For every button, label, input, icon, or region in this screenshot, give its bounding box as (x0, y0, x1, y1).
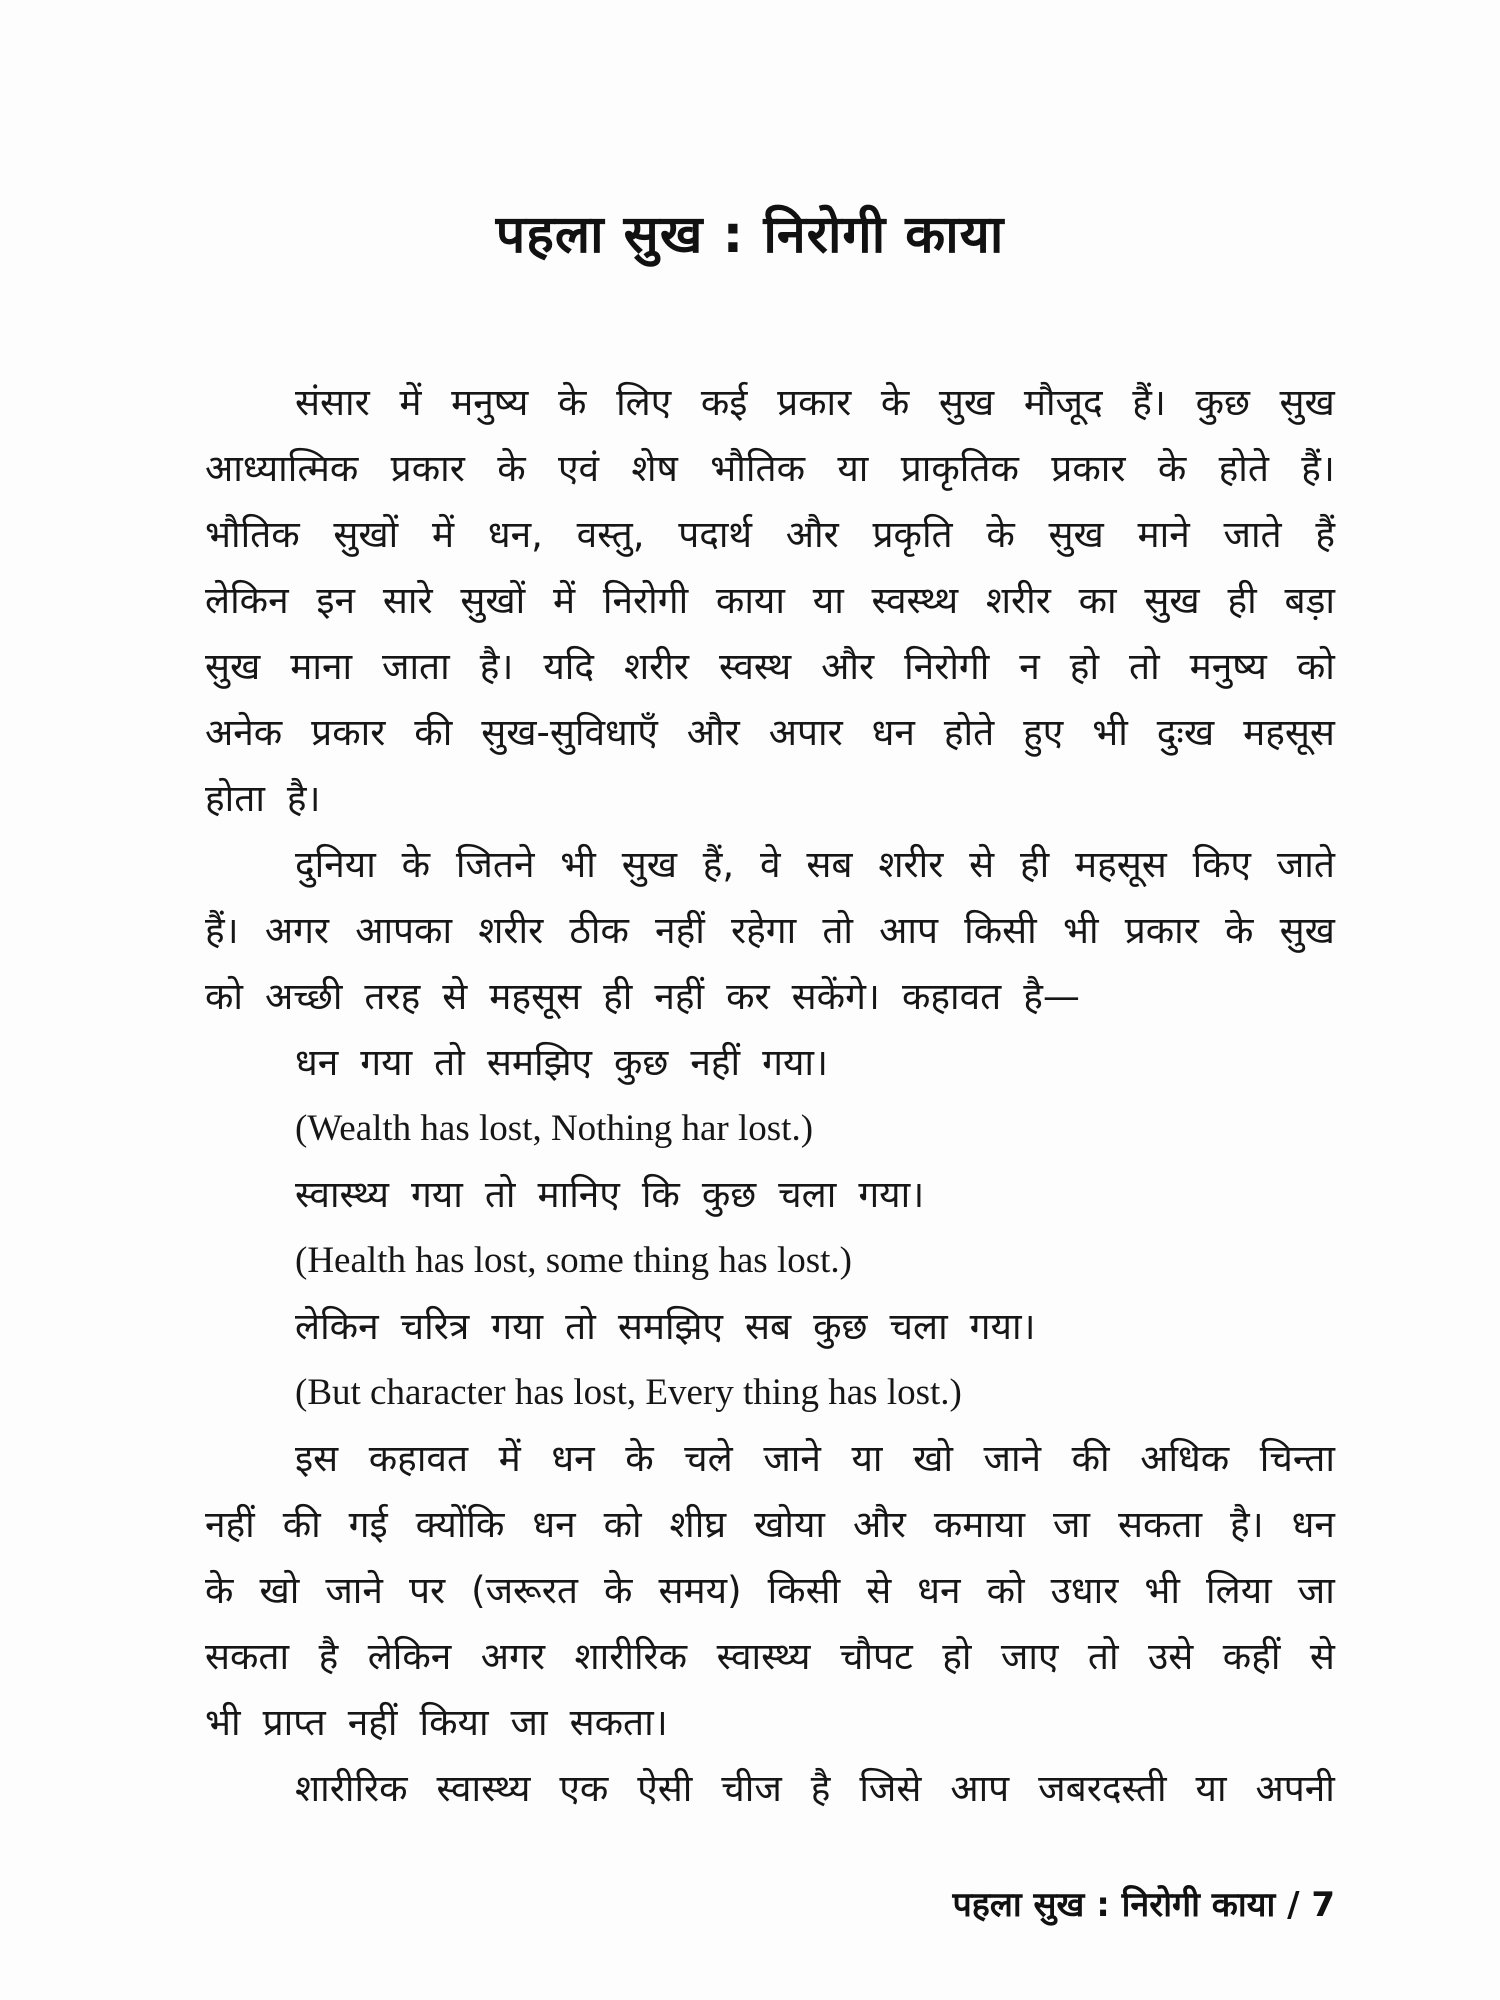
text-line: शारीरिक स्वास्थ्य एक ऐसी चीज है जिसे आप जबरदस्ती या अपनी (295, 1767, 1335, 1810)
text-line: सुख माना जाता है। यदि शरीर स्वस्थ और निरोगी न हो तो मनुष्य को (205, 645, 1335, 688)
text-line: लेकिन चरित्र गया तो समझिए सब कुछ चला गया। (295, 1305, 1036, 1348)
page-footer: पहला सुख : निरोगी काया / 7 (952, 1885, 1335, 1925)
text-line: धन गया तो समझिए कुछ नहीं गया। (295, 1041, 829, 1084)
chapter-title: पहला सुख : निरोगी काया (495, 205, 1005, 265)
text-line: को अच्छी तरह से महसूस ही नहीं कर सकेंगे। कहावत है— (205, 975, 1080, 1018)
text-line: लेकिन इन सारे सुखों में निरोगी काया या स्वस्थ्थ शरीर का सुख ही बड़ा (205, 579, 1335, 622)
text-line: भौतिक सुखों में धन, वस्तु, पदार्थ और प्रकृति के सुख माने जाते हैं (205, 513, 1335, 556)
text-line: (But character has lost, Every thing has lost.) (295, 1372, 962, 1413)
text-line: स्वास्थ्य गया तो मानिए कि कुछ चला गया। (295, 1173, 925, 1216)
text-line: दुनिया के जितने भी सुख हैं, वे सब शरीर से ही महसूस किए जाते (295, 843, 1335, 886)
text-line: नहीं की गई क्योंकि धन को शीघ्र खोया और कमाया जा सकता है। धन (205, 1503, 1335, 1546)
text-line: इस कहावत में धन के चले जाने या खो जाने की अधिक चिन्ता (295, 1437, 1335, 1480)
text-line: सकता है लेकिन अगर शारीरिक स्वास्थ्य चौपट हो जाए तो उसे कहीं से (205, 1635, 1335, 1678)
body-text (205, 370, 1335, 1822)
text-line: के खो जाने पर (जरूरत के समय) किसी से धन को उधार भी लिया जा (205, 1569, 1335, 1612)
text-line: अनेक प्रकार की सुख-सुविधाएँ और अपार धन होते हुए भी दुःख महसूस (205, 711, 1335, 754)
text-line: आध्यात्मिक प्रकार के एवं शेष भौतिक या प्राकृतिक प्रकार के होते हैं। (205, 447, 1335, 490)
text-line: संसार में मनुष्य के लिए कई प्रकार के सुख मौजूद हैं। कुछ सुख (295, 381, 1335, 424)
text-line: भी प्राप्त नहीं किया जा सकता। (205, 1701, 668, 1744)
text-line: हैं। अगर आपका शरीर ठीक नहीं रहेगा तो आप किसी भी प्रकार के सुख (205, 909, 1335, 952)
text-line: (Health has lost, some thing has lost.) (295, 1240, 852, 1281)
text-line: (Wealth has lost, Nothing har lost.) (295, 1108, 814, 1149)
text-line: होता है। (205, 777, 321, 820)
